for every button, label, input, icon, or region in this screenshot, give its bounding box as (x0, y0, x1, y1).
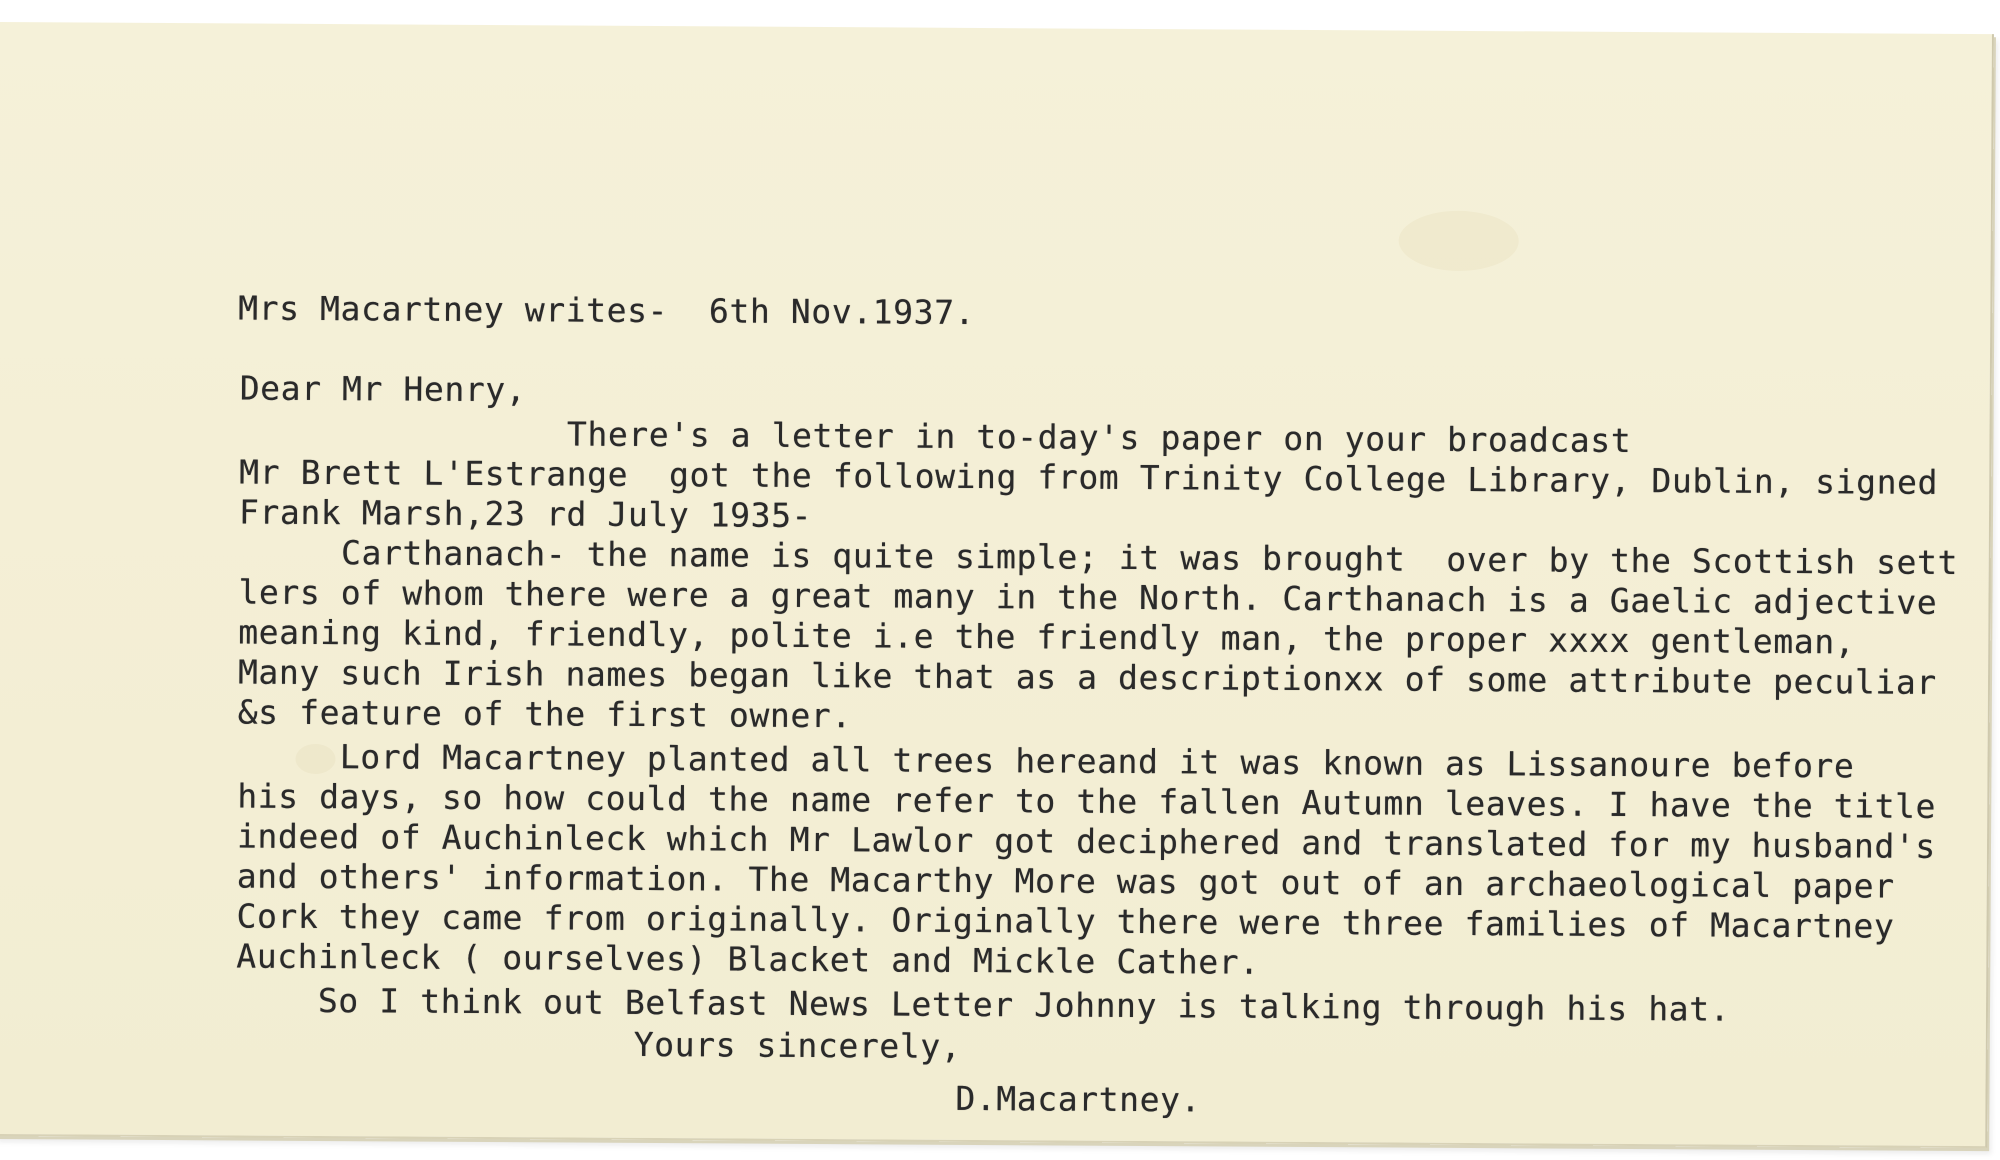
letter-body-line: Frank Marsh,23 rd July 1935- (238, 492, 813, 535)
letter-body-line: Many such Irish names began like that as a descriptionxx of some attribute peculiar (237, 652, 1937, 702)
letter-body-line: and others' information. The Macarthy More was got out of an archaeological paper (236, 856, 1895, 906)
letter-body-line: Lord Macartney planted all trees hereand it was known as Lissanoure before (237, 736, 1855, 786)
letter-body-line: lers of whom there were a great many in the North. Carthanach is a Gaelic adjective (238, 572, 1938, 622)
letter-body-line: Mr Brett L'Estrange got the following from Trinity College Library, Dublin, signed (239, 452, 1939, 502)
letter-body-line: his days, so how could the name refer to the fallen Autumn leaves. I have the title (237, 776, 1937, 826)
letter-body-line: indeed of Auchinleck which Mr Lawlor got deciphered and translated for my husband's (236, 816, 1936, 866)
letter-salutation: Dear Mr Henry, (239, 368, 527, 410)
paper-stain (1399, 211, 1519, 272)
letter-body-line: Auchinleck ( ourselves) Blacket and Mickle Cather. (236, 936, 1260, 982)
letter-body-line: There's a letter in to-day's paper on your broadcast (239, 412, 1632, 460)
letter-body-line: Carthanach- the name is quite simple; it was brought over by the Scottish sett (238, 532, 1959, 582)
letter-body-line: Cork they came from originally. Originally there were three families of Macartney (236, 896, 1895, 946)
letter-signature: D.Macartney. (955, 1078, 1202, 1120)
typed-letter-sheet (0, 22, 1994, 1148)
letter-body-line: &s feature of the first owner. (237, 692, 852, 736)
letter-heading: Mrs Macartney writes- 6th Nov.1937. (238, 288, 976, 332)
letter-closing: Yours sincerely, (633, 1024, 962, 1066)
letter-body-line: So I think out Belfast News Letter Johnny is talking through his hat. (235, 980, 1731, 1029)
letter-body-line: meaning kind, friendly, polite i.e the friendly man, the proper xxxx gentleman, (238, 612, 1856, 662)
